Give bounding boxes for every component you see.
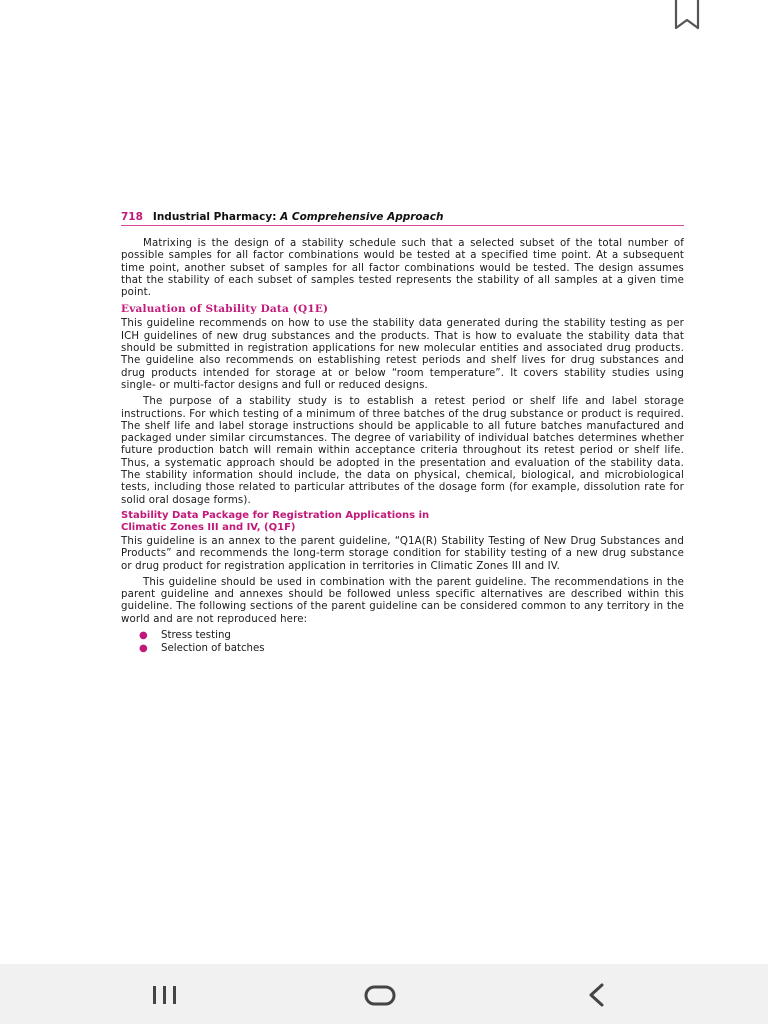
book-title: Industrial Pharmacy: [152, 211, 281, 223]
home-icon[interactable] [360, 978, 400, 1012]
bookmark-icon[interactable] [674, 0, 700, 30]
paragraph-matrixing: Matrixing is the design of a stability schedule such that a selected subset of the total number of possible samples for all factor combinations would be tested at a specified time point. At a subsequent time point, another subset of samples for all factor combinations would be tested. The design assumes that the stability of each subset of samples tested represents the stability of all samples at a given time point. [121, 238, 684, 299]
running-header [121, 211, 684, 226]
paragraph-stability-purpose: The purpose of a stability study is to establish a retest period or shelf life and label storage instructions. For which testing of a minimum of three batches of the drug substance or product is required. The shelf life and label storage instructions should be applicable to all future batches manufactured and packaged under similar circumstances. The degree of variability of individual batches determines whether future production batch will remain within acceptance criteria throughout its retest period or shelf life. Thus, a systematic approach should be adopted in the presentation and evaluation of the stability data. The stability information should include, the data on physical, chemical, biological, and microbiological tests, including those related to particular attributes of the dosage form (for example, dissolution rate for solid oral dosage forms). [121, 396, 684, 506]
list-item: ● Stress testing [139, 630, 231, 642]
bullet-list [121, 629, 684, 655]
section-heading-q1f [121, 510, 684, 534]
recent-apps-icon[interactable] [145, 978, 185, 1012]
paragraph-q1e-intro: This guideline recommends on how to use the stability data generated during the stability testing as per ICH guidelines of new drug substances and the products. That is how to evaluate the stability data that should be submitted in registration applications for new molecular entities and associated drug products. The guideline also recommends on establishing retest periods and shelf lives for drug substances and drug products intended for storage at or below “room temperature”. It covers stability studies using single- or multi-factor designs and full or reduced designs. [121, 318, 684, 391]
system-navigation-bar [0, 964, 768, 1024]
page-number: 718 [121, 211, 143, 223]
section-heading-q1e: Evaluation of Stability Data (Q1E) [121, 303, 329, 316]
bullet-icon: ● [139, 630, 148, 642]
back-icon[interactable] [576, 978, 616, 1012]
heading-q1f-line1: Stability Data Package for Registration Applications in [121, 509, 430, 521]
paragraph-parent-guideline: This guideline should be used in combination with the parent guideline. The recommendations in the parent guideline and annexes should be followed unless specific alternatives are described within this guideline. The following sections of the parent guideline can be considered common to any territory in the world and are not reproduced here: [121, 576, 684, 625]
list-item: ● Selection of batches [139, 643, 265, 655]
heading-q1f-line2: Climatic Zones III and IV, (Q1F) [121, 521, 296, 533]
document-page [121, 211, 684, 655]
paragraph-q1f-intro: This guideline is an annex to the parent guideline, “Q1A(R) Stability Testing of New Drug Substances and Products” and recommends the long-term storage condition for stability testing of a new drug substance or drug product for registration application in territories in Climatic Zones III and IV. [121, 535, 684, 572]
bullet-icon: ● [139, 643, 148, 655]
book-subtitle: A Comprehensive Approach [280, 211, 444, 223]
